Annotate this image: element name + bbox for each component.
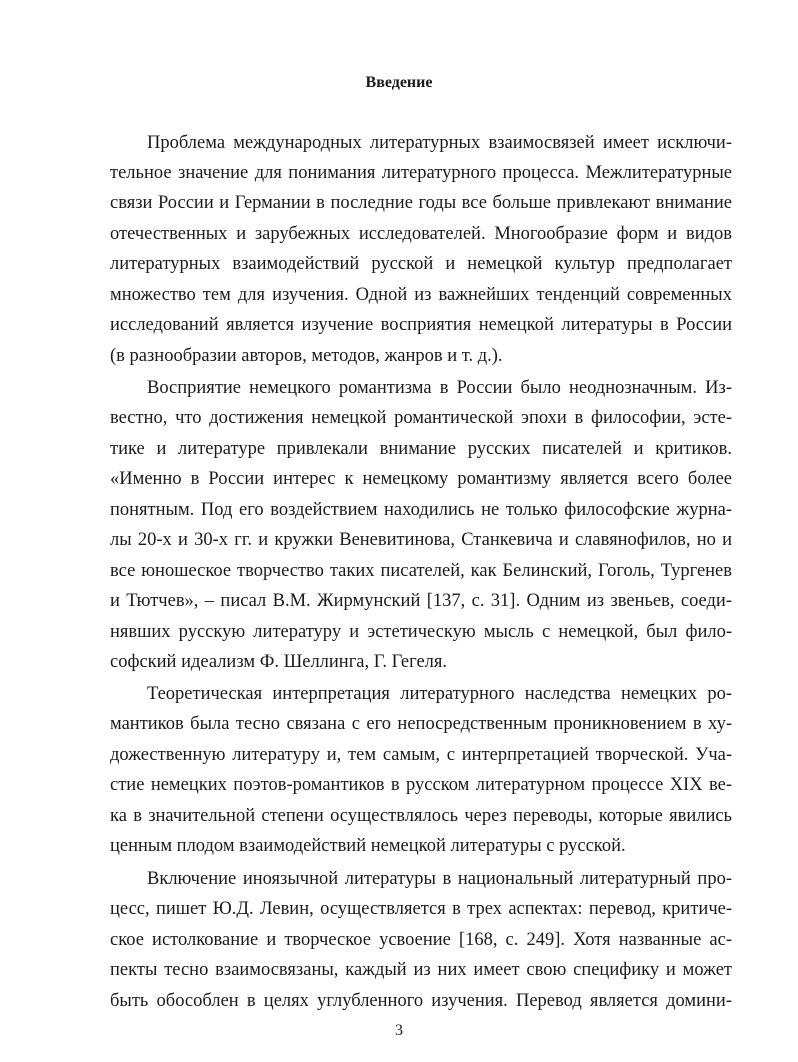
text-line: отечественных и зарубежных исследователей. Многообразие форм и видов <box>110 224 732 244</box>
text-line: пекты тесно взаимосвязаны, каждый из них имеет свою специфику и может <box>110 960 732 980</box>
page-number: 3 <box>395 1022 403 1039</box>
text-line: исследований является изучение восприятия немецкой литературы в России <box>110 315 732 335</box>
text-line: быть обособлен в целях углубленного изучения. Перевод является домини- <box>110 991 732 1011</box>
section-heading: Введение <box>365 74 433 91</box>
text-line: все юношеское творчество таких писателей, как Белинский, Гоголь, Тургенев <box>110 561 732 581</box>
text-line: Включение иноязычной литературы в национальный литературный про- <box>147 869 732 889</box>
text-line: Восприятие немецкого романтизма в России было неоднозначным. Из- <box>147 378 732 398</box>
text-line: Проблема международных литературных взаимосвязей имеет исключи- <box>147 133 732 153</box>
text-line: связи России и Германии в последние годы все больше привлекают внимание <box>110 193 732 213</box>
text-line: тике и литературе привлекали внимание русских писателей и критиков. <box>110 439 732 459</box>
text-line: мантиков была тесно связана с его непосредственным проникновением в ху- <box>110 714 732 734</box>
text-line: стие немецких поэтов-романтиков в русском литературном процессе XIX ве- <box>110 775 732 795</box>
text-line: нявших русскую литературу и эстетическую мысль с немецкой, был фило- <box>110 622 732 642</box>
text-line: софский идеализм Ф. Шеллинга, Г. Гегеля. <box>110 652 448 672</box>
text-line: ка в значительной степени осуществлялось через переводы, которые явились <box>110 806 732 826</box>
text-line: «Именно в России интерес к немецкому романтизму является всего более <box>110 469 732 489</box>
text-line: понятным. Под его воздействием находились не только философские журна- <box>110 500 732 520</box>
text-line: тельное значение для понимания литературного процесса. Межлитературные <box>110 163 732 183</box>
text-line: и Тютчев», – писал В.М. Жирмунский [137, с. 31]. Одним из звеньев, соеди- <box>110 591 732 611</box>
text-line: ское истолкование и творческое усвоение [168, с. 249]. Хотя названные ас- <box>110 930 732 950</box>
text-line: Теоретическая интерпретация литературного наследства немецких ро- <box>147 684 732 704</box>
text-line: множество тем для изучения. Одной из важнейших тенденций современных <box>110 285 732 305</box>
text-line: вестно, что достижения немецкой романтической эпохи в философии, эсте- <box>110 408 732 428</box>
text-line: ценным плодом взаимодействий немецкой литературы с русской. <box>110 836 626 856</box>
text-line: литературных взаимодействий русской и немецкой культур предполагает <box>110 254 732 274</box>
text-line: (в разнообразии авторов, методов, жанров и т. д.). <box>110 346 503 366</box>
text-line: дожественную литературу и, тем самым, с интерпретацией творческой. Уча- <box>110 745 732 765</box>
text-line: лы 20-х и 30-х гг. и кружки Веневитинова, Станкевича и славянофилов, но и <box>110 530 732 550</box>
text-line: цесс, пишет Ю.Д. Левин, осуществляется в трех аспектах: перевод, критиче- <box>110 899 732 919</box>
